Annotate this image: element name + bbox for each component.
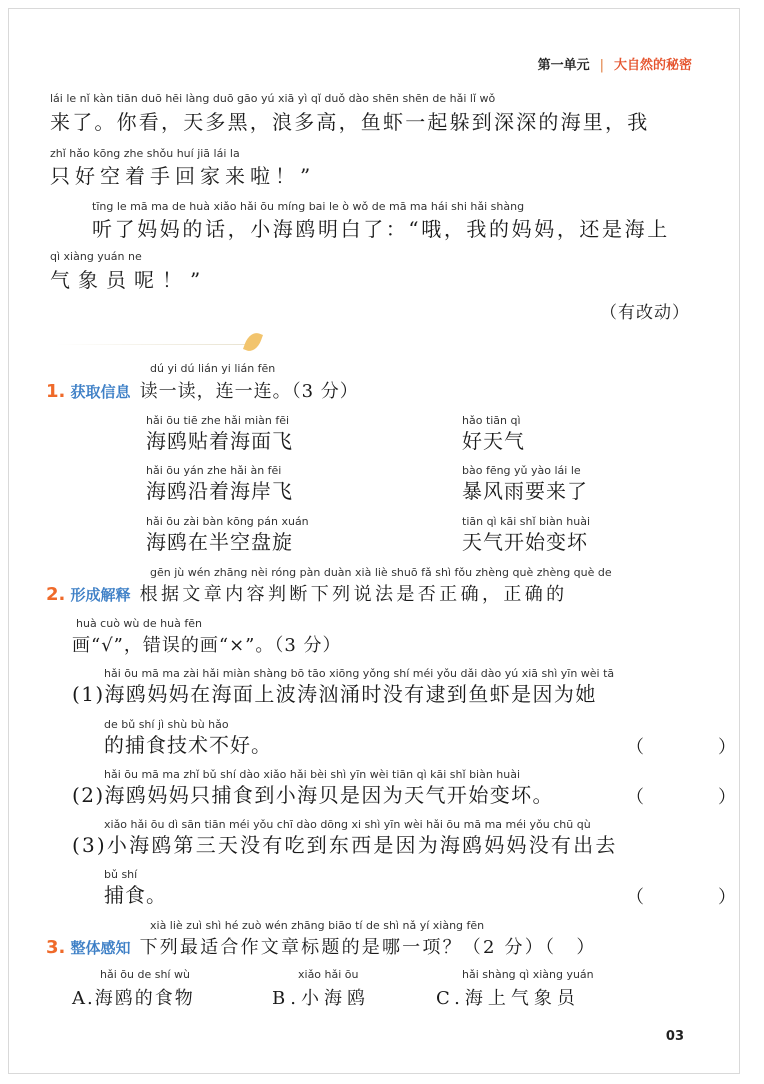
header-separator: | <box>599 58 604 73</box>
q1-right-2-pinyin: bào fēng yǔ yào lái le <box>462 464 581 477</box>
q1-left-2[interactable]: 海鸥沿着海岸飞 <box>146 479 293 503</box>
q2-item-2-answer[interactable]: （ ） <box>626 787 764 808</box>
section-divider <box>56 344 256 345</box>
q1-right-1-pinyin: hǎo tiān qì <box>462 414 521 427</box>
q1-right-3-pinyin: tiān qì kāi shǐ biàn huài <box>462 515 591 528</box>
story-text-3: 听了妈妈的话，小海鸥明白了：“哦，我的妈妈，还是海上 <box>92 217 670 241</box>
revision-note: （有改动） <box>600 303 690 323</box>
q1-left-1-pinyin: hǎi ōu tiē zhe hǎi miàn fēi <box>146 414 290 427</box>
q1-right-1[interactable]: 好天气 <box>462 429 525 453</box>
story-pinyin-1: lái le nǐ kàn tiān duō hēi làng duō gāo yú xiā yì qǐ duǒ dào shēn shēn de hǎi lǐ wǒ <box>50 92 496 105</box>
q2-item-1: (1)海鸥妈妈在海面上波涛汹涌时没有逮到鱼虾是因为她 <box>72 682 597 706</box>
unit-label: 第一单元 <box>537 58 590 73</box>
q3-option-b[interactable]: B.小海鸥 <box>272 988 370 1009</box>
q2-pinyin-2: huà cuò wù de huà fēn <box>76 617 202 630</box>
q1-text: 读一读，连一连。（3 分） <box>139 381 359 402</box>
q1-left-3-pinyin: hǎi ōu zài bàn kōng pán xuán <box>146 515 309 528</box>
q3-option-a-pinyin: hǎi ōu de shí wù <box>100 968 190 981</box>
q1-heading <box>46 377 359 403</box>
q1-right-2[interactable]: 暴风雨要来了 <box>462 479 588 503</box>
q1-left-3[interactable]: 海鸥在半空盘旋 <box>146 530 293 554</box>
q2-number: 2. <box>46 584 66 605</box>
q1-number: 1. <box>46 381 66 402</box>
q2-item-1-pinyin: hǎi ōu mā ma zài hǎi miàn shàng bō tāo xiōng yǒng shí méi yǒu dǎi dào yú xiā shì yīn wèi tā <box>104 667 615 680</box>
q2-item-2: (2)海鸥妈妈只捕食到小海贝是因为天气开始变坏。 <box>72 783 554 807</box>
story-text-4: 气象员呢！” <box>50 268 209 292</box>
q2-item-1-cont: 的捕食技术不好。 <box>104 733 272 757</box>
story-text-1: 来了。你看，天多黑，浪多高，鱼虾一起躲到深深的海里，我 <box>50 110 650 134</box>
q3-option-b-pinyin: xiǎo hǎi ōu <box>298 968 359 981</box>
q3-option-c-pinyin: hǎi shàng qì xiàng yuán <box>462 968 594 981</box>
story-pinyin-2: zhǐ hǎo kōng zhe shǒu huí jiā lái la <box>50 147 240 160</box>
q2-heading <box>46 580 568 606</box>
q2-tag: 形成解释 <box>70 586 131 604</box>
q3-heading <box>46 933 597 959</box>
q1-right-3[interactable]: 天气开始变坏 <box>462 530 588 554</box>
q2-item-3-pinyin-2: bǔ shí <box>104 868 138 881</box>
q2-item-3: (3)小海鸥第三天没有吃到东西是因为海鸥妈妈没有出去 <box>72 833 618 857</box>
q3-pinyin: xià liè zuì shì hé zuò wén zhāng biāo tí de shì nǎ yí xiàng fēn <box>150 919 485 932</box>
q1-pinyin: dú yi dú lián yi lián fēn <box>150 362 276 375</box>
story-pinyin-4: qì xiàng yuán ne <box>50 250 142 263</box>
q1-left-1[interactable]: 海鸥贴着海面飞 <box>146 429 293 453</box>
q1-left-2-pinyin: hǎi ōu yán zhe hǎi àn fēi <box>146 464 282 477</box>
q2-item-1-pinyin-2: de bǔ shí jì shù bù hǎo <box>104 718 229 731</box>
q3-tag: 整体感知 <box>70 939 131 957</box>
story-text-2: 只好空着手回家来啦！” <box>50 164 316 188</box>
q2-item-3-cont: 捕食。 <box>104 883 167 907</box>
q3-option-a[interactable]: A.海鸥的食物 <box>72 988 195 1009</box>
q3-number: 3. <box>46 937 66 958</box>
q2-item-3-answer[interactable]: （ ） <box>626 887 764 908</box>
q2-pinyin-1: gēn jù wén zhāng nèi róng pàn duàn xià liè shuō fǎ shì fǒu zhèng què zhèng què de <box>150 566 612 579</box>
unit-header <box>538 54 692 73</box>
q2-item-1-answer[interactable]: （ ） <box>626 737 764 758</box>
unit-theme: 大自然的秘密 <box>613 58 692 73</box>
q2-item-3-pinyin: xiǎo hǎi ōu dì sān tiān méi yǒu chī dào dōng xi shì yīn wèi hǎi ōu mā ma méi yǒu chū qù <box>104 818 591 831</box>
page-number: 03 <box>665 1029 684 1044</box>
q2-item-2-pinyin: hǎi ōu mā ma zhǐ bǔ shí dào xiǎo hǎi bèi shì yīn wèi tiān qì kāi shǐ biàn huài <box>104 768 521 781</box>
q3-option-c[interactable]: C.海上气象员 <box>436 988 580 1009</box>
q2-text-2: 画“√”，错误的画“×”。（3 分） <box>72 635 342 656</box>
q1-tag: 获取信息 <box>70 383 131 401</box>
story-pinyin-3: tīng le mā ma de huà xiǎo hǎi ōu míng bai le ò wǒ de mā ma hái shi hǎi shàng <box>92 200 525 213</box>
q3-text: 下列最适合作文章标题的是哪一项？（2 分）（ ） <box>139 937 597 958</box>
q2-text-1: 根据文章内容判断下列说法是否正确，正确的 <box>139 584 568 605</box>
